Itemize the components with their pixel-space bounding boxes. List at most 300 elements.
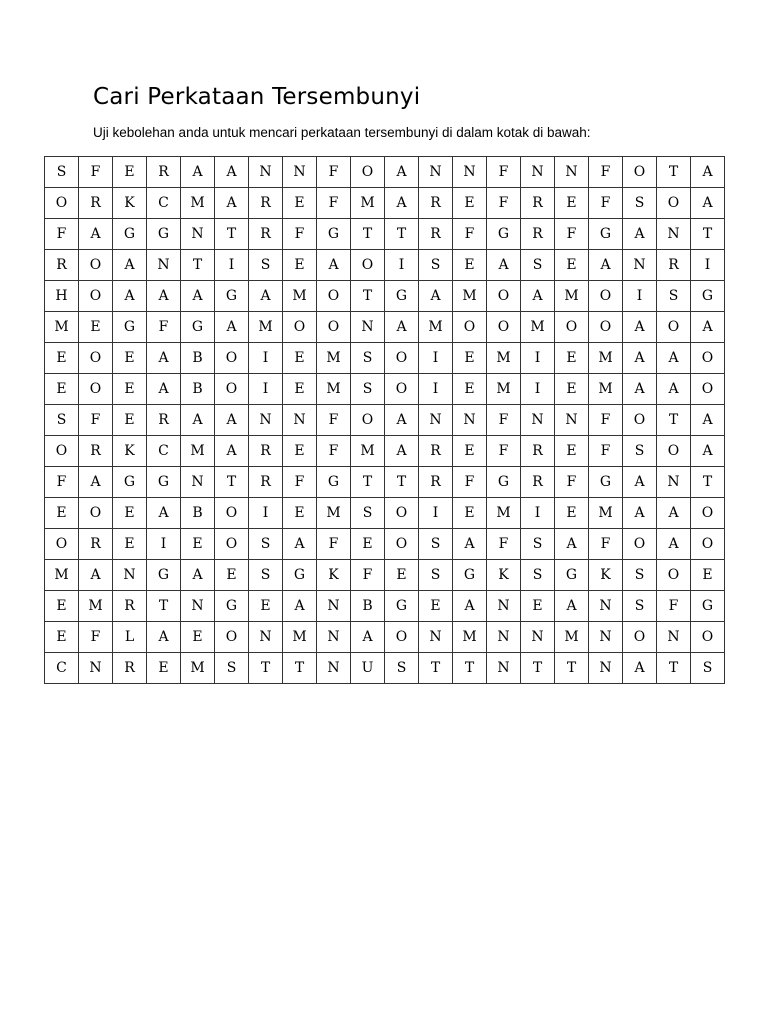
grid-cell[interactable]: R xyxy=(79,436,113,467)
grid-cell[interactable]: F xyxy=(317,529,351,560)
grid-cell[interactable]: A xyxy=(521,281,555,312)
grid-cell[interactable]: O xyxy=(45,529,79,560)
grid-cell[interactable]: F xyxy=(657,591,691,622)
grid-cell[interactable]: O xyxy=(657,560,691,591)
grid-cell[interactable]: O xyxy=(79,498,113,529)
grid-cell[interactable]: A xyxy=(181,560,215,591)
grid-cell[interactable]: A xyxy=(215,312,249,343)
grid-cell[interactable]: I xyxy=(521,374,555,405)
grid-cell[interactable]: A xyxy=(215,188,249,219)
grid-cell[interactable]: A xyxy=(691,157,725,188)
grid-cell[interactable]: F xyxy=(487,529,521,560)
grid-cell[interactable]: E xyxy=(113,529,147,560)
grid-cell[interactable]: N xyxy=(657,622,691,653)
grid-cell[interactable]: A xyxy=(147,498,181,529)
grid-cell[interactable]: M xyxy=(181,188,215,219)
grid-cell[interactable]: F xyxy=(351,560,385,591)
grid-cell[interactable]: T xyxy=(351,281,385,312)
grid-cell[interactable]: F xyxy=(487,188,521,219)
grid-cell[interactable]: F xyxy=(487,405,521,436)
grid-cell[interactable]: G xyxy=(691,591,725,622)
grid-cell[interactable]: U xyxy=(351,653,385,684)
grid-cell[interactable]: O xyxy=(45,436,79,467)
grid-cell[interactable]: M xyxy=(181,436,215,467)
grid-cell[interactable]: N xyxy=(657,219,691,250)
grid-cell[interactable]: A xyxy=(215,405,249,436)
grid-cell[interactable]: F xyxy=(589,188,623,219)
grid-cell[interactable]: T xyxy=(385,219,419,250)
grid-cell[interactable]: O xyxy=(45,188,79,219)
grid-cell[interactable]: F xyxy=(317,157,351,188)
grid-cell[interactable]: M xyxy=(555,281,589,312)
grid-cell[interactable]: R xyxy=(521,467,555,498)
grid-cell[interactable]: G xyxy=(215,591,249,622)
grid-cell[interactable]: A xyxy=(385,312,419,343)
grid-cell[interactable]: S xyxy=(419,560,453,591)
grid-cell[interactable]: I xyxy=(521,498,555,529)
grid-cell[interactable]: L xyxy=(113,622,147,653)
grid-cell[interactable]: A xyxy=(147,374,181,405)
grid-cell[interactable]: I xyxy=(419,343,453,374)
grid-cell[interactable]: E xyxy=(453,188,487,219)
grid-cell[interactable]: A xyxy=(691,312,725,343)
grid-cell[interactable]: N xyxy=(657,467,691,498)
grid-cell[interactable]: E xyxy=(113,374,147,405)
grid-cell[interactable]: G xyxy=(317,219,351,250)
grid-cell[interactable]: I xyxy=(249,343,283,374)
grid-cell[interactable]: M xyxy=(283,622,317,653)
grid-cell[interactable]: S xyxy=(419,250,453,281)
grid-cell[interactable]: N xyxy=(317,653,351,684)
grid-cell[interactable]: M xyxy=(351,436,385,467)
grid-cell[interactable]: N xyxy=(419,622,453,653)
grid-cell[interactable]: S xyxy=(623,591,657,622)
grid-cell[interactable]: O xyxy=(215,498,249,529)
grid-cell[interactable]: T xyxy=(657,653,691,684)
grid-cell[interactable]: M xyxy=(317,374,351,405)
grid-cell[interactable]: E xyxy=(521,591,555,622)
grid-cell[interactable]: G xyxy=(317,467,351,498)
grid-cell[interactable]: M xyxy=(181,653,215,684)
grid-cell[interactable]: S xyxy=(45,157,79,188)
grid-cell[interactable]: S xyxy=(623,560,657,591)
grid-cell[interactable]: R xyxy=(521,436,555,467)
grid-cell[interactable]: R xyxy=(419,188,453,219)
grid-cell[interactable]: S xyxy=(521,560,555,591)
grid-cell[interactable]: O xyxy=(385,343,419,374)
grid-cell[interactable]: S xyxy=(351,343,385,374)
grid-cell[interactable]: O xyxy=(623,157,657,188)
grid-cell[interactable]: R xyxy=(79,529,113,560)
grid-cell[interactable]: A xyxy=(623,653,657,684)
grid-cell[interactable]: F xyxy=(45,219,79,250)
grid-cell[interactable]: E xyxy=(555,343,589,374)
grid-cell[interactable]: R xyxy=(113,591,147,622)
grid-cell[interactable]: R xyxy=(419,436,453,467)
grid-cell[interactable]: E xyxy=(283,374,317,405)
grid-cell[interactable]: R xyxy=(419,467,453,498)
grid-cell[interactable]: N xyxy=(147,250,181,281)
grid-cell[interactable]: M xyxy=(487,498,521,529)
grid-cell[interactable]: S xyxy=(691,653,725,684)
grid-cell[interactable]: R xyxy=(113,653,147,684)
grid-cell[interactable]: N xyxy=(351,312,385,343)
grid-cell[interactable]: F xyxy=(79,157,113,188)
grid-cell[interactable]: O xyxy=(215,374,249,405)
grid-cell[interactable]: G xyxy=(113,312,147,343)
grid-cell[interactable]: A xyxy=(385,188,419,219)
grid-cell[interactable]: N xyxy=(317,591,351,622)
grid-cell[interactable]: R xyxy=(521,188,555,219)
grid-cell[interactable]: O xyxy=(555,312,589,343)
grid-cell[interactable]: N xyxy=(79,653,113,684)
grid-cell[interactable]: B xyxy=(351,591,385,622)
grid-cell[interactable]: O xyxy=(657,188,691,219)
grid-cell[interactable]: A xyxy=(657,343,691,374)
grid-cell[interactable]: O xyxy=(657,312,691,343)
grid-cell[interactable]: N xyxy=(453,405,487,436)
grid-cell[interactable]: A xyxy=(589,250,623,281)
grid-cell[interactable]: R xyxy=(147,405,181,436)
grid-cell[interactable]: G xyxy=(113,219,147,250)
grid-cell[interactable]: I xyxy=(249,498,283,529)
grid-cell[interactable]: O xyxy=(215,529,249,560)
grid-cell[interactable]: S xyxy=(249,529,283,560)
grid-cell[interactable]: S xyxy=(215,653,249,684)
grid-cell[interactable]: O xyxy=(385,498,419,529)
grid-cell[interactable]: E xyxy=(283,250,317,281)
grid-cell[interactable]: F xyxy=(589,529,623,560)
grid-cell[interactable]: T xyxy=(521,653,555,684)
grid-cell[interactable]: M xyxy=(521,312,555,343)
grid-cell[interactable]: C xyxy=(45,653,79,684)
grid-cell[interactable]: T xyxy=(691,219,725,250)
grid-cell[interactable]: O xyxy=(215,622,249,653)
grid-cell[interactable]: F xyxy=(487,157,521,188)
grid-cell[interactable]: O xyxy=(351,250,385,281)
grid-cell[interactable]: I xyxy=(249,374,283,405)
grid-cell[interactable]: E xyxy=(283,343,317,374)
grid-cell[interactable]: K xyxy=(487,560,521,591)
grid-cell[interactable]: T xyxy=(283,653,317,684)
grid-cell[interactable]: N xyxy=(181,591,215,622)
grid-cell[interactable]: A xyxy=(453,591,487,622)
grid-cell[interactable]: N xyxy=(181,467,215,498)
grid-cell[interactable]: A xyxy=(419,281,453,312)
grid-cell[interactable]: O xyxy=(589,312,623,343)
grid-cell[interactable]: O xyxy=(215,343,249,374)
grid-cell[interactable]: R xyxy=(249,436,283,467)
grid-cell[interactable]: S xyxy=(419,529,453,560)
grid-cell[interactable]: O xyxy=(317,281,351,312)
grid-cell[interactable]: O xyxy=(385,622,419,653)
grid-cell[interactable]: E xyxy=(419,591,453,622)
grid-cell[interactable]: F xyxy=(317,188,351,219)
grid-cell[interactable]: E xyxy=(283,436,317,467)
grid-cell[interactable]: O xyxy=(79,250,113,281)
grid-cell[interactable]: T xyxy=(215,219,249,250)
grid-cell[interactable]: T xyxy=(249,653,283,684)
grid-cell[interactable]: A xyxy=(181,157,215,188)
grid-cell[interactable]: A xyxy=(487,250,521,281)
grid-cell[interactable]: E xyxy=(113,498,147,529)
grid-cell[interactable]: A xyxy=(215,157,249,188)
grid-cell[interactable]: N xyxy=(487,622,521,653)
grid-cell[interactable]: R xyxy=(521,219,555,250)
grid-cell[interactable]: A xyxy=(555,591,589,622)
grid-cell[interactable]: G xyxy=(589,467,623,498)
grid-cell[interactable]: O xyxy=(691,529,725,560)
grid-cell[interactable]: O xyxy=(623,529,657,560)
grid-cell[interactable]: E xyxy=(453,343,487,374)
grid-cell[interactable]: R xyxy=(147,157,181,188)
grid-cell[interactable]: T xyxy=(555,653,589,684)
grid-cell[interactable]: E xyxy=(113,157,147,188)
grid-cell[interactable]: G xyxy=(487,219,521,250)
grid-cell[interactable]: A xyxy=(249,281,283,312)
grid-cell[interactable]: K xyxy=(589,560,623,591)
grid-cell[interactable]: N xyxy=(521,405,555,436)
grid-cell[interactable]: F xyxy=(79,622,113,653)
grid-cell[interactable]: S xyxy=(521,529,555,560)
grid-cell[interactable]: F xyxy=(283,467,317,498)
grid-cell[interactable]: O xyxy=(317,312,351,343)
grid-cell[interactable]: N xyxy=(521,622,555,653)
grid-cell[interactable]: A xyxy=(453,529,487,560)
grid-cell[interactable]: O xyxy=(691,374,725,405)
grid-cell[interactable]: F xyxy=(45,467,79,498)
grid-cell[interactable]: T xyxy=(147,591,181,622)
grid-cell[interactable]: M xyxy=(453,281,487,312)
grid-cell[interactable]: R xyxy=(249,467,283,498)
grid-cell[interactable]: S xyxy=(351,498,385,529)
grid-cell[interactable]: I xyxy=(419,374,453,405)
grid-cell[interactable]: O xyxy=(79,343,113,374)
grid-cell[interactable]: A xyxy=(317,250,351,281)
grid-cell[interactable]: I xyxy=(385,250,419,281)
grid-cell[interactable]: N xyxy=(249,405,283,436)
grid-cell[interactable]: N xyxy=(589,591,623,622)
grid-cell[interactable]: T xyxy=(419,653,453,684)
grid-cell[interactable]: O xyxy=(487,281,521,312)
grid-cell[interactable]: E xyxy=(45,591,79,622)
grid-cell[interactable]: F xyxy=(317,436,351,467)
grid-cell[interactable]: N xyxy=(283,157,317,188)
grid-cell[interactable]: F xyxy=(555,219,589,250)
grid-cell[interactable]: G xyxy=(147,560,181,591)
grid-cell[interactable]: E xyxy=(181,622,215,653)
grid-cell[interactable]: E xyxy=(453,374,487,405)
grid-cell[interactable]: M xyxy=(589,343,623,374)
grid-cell[interactable]: O xyxy=(385,529,419,560)
grid-cell[interactable]: R xyxy=(45,250,79,281)
grid-cell[interactable]: O xyxy=(623,622,657,653)
grid-cell[interactable]: E xyxy=(453,498,487,529)
grid-cell[interactable]: A xyxy=(691,436,725,467)
grid-cell[interactable]: F xyxy=(453,219,487,250)
grid-cell[interactable]: S xyxy=(351,374,385,405)
grid-cell[interactable]: O xyxy=(351,157,385,188)
grid-cell[interactable]: M xyxy=(79,591,113,622)
grid-cell[interactable]: A xyxy=(181,405,215,436)
grid-cell[interactable]: N xyxy=(487,653,521,684)
grid-cell[interactable]: A xyxy=(113,281,147,312)
grid-cell[interactable]: H xyxy=(45,281,79,312)
grid-cell[interactable]: R xyxy=(249,188,283,219)
grid-cell[interactable]: E xyxy=(555,374,589,405)
grid-cell[interactable]: S xyxy=(249,560,283,591)
grid-cell[interactable]: S xyxy=(249,250,283,281)
grid-cell[interactable]: A xyxy=(147,281,181,312)
grid-cell[interactable]: A xyxy=(385,157,419,188)
grid-cell[interactable]: O xyxy=(691,343,725,374)
grid-cell[interactable]: F xyxy=(555,467,589,498)
grid-cell[interactable]: E xyxy=(79,312,113,343)
grid-cell[interactable]: E xyxy=(113,405,147,436)
grid-cell[interactable]: N xyxy=(521,157,555,188)
grid-cell[interactable]: S xyxy=(623,188,657,219)
grid-cell[interactable]: O xyxy=(589,281,623,312)
grid-cell[interactable]: O xyxy=(79,281,113,312)
grid-cell[interactable]: A xyxy=(181,281,215,312)
grid-cell[interactable]: N xyxy=(113,560,147,591)
grid-cell[interactable]: I xyxy=(215,250,249,281)
grid-cell[interactable]: E xyxy=(453,250,487,281)
grid-cell[interactable]: E xyxy=(691,560,725,591)
grid-cell[interactable]: E xyxy=(453,436,487,467)
grid-cell[interactable]: M xyxy=(555,622,589,653)
grid-cell[interactable]: A xyxy=(385,405,419,436)
grid-cell[interactable]: N xyxy=(249,157,283,188)
grid-cell[interactable]: F xyxy=(589,436,623,467)
grid-cell[interactable]: F xyxy=(317,405,351,436)
grid-cell[interactable]: F xyxy=(589,405,623,436)
grid-cell[interactable]: C xyxy=(147,436,181,467)
grid-cell[interactable]: G xyxy=(215,281,249,312)
grid-cell[interactable]: R xyxy=(419,219,453,250)
grid-cell[interactable]: M xyxy=(453,622,487,653)
grid-cell[interactable]: O xyxy=(453,312,487,343)
grid-cell[interactable]: M xyxy=(45,312,79,343)
grid-cell[interactable]: G xyxy=(385,591,419,622)
grid-cell[interactable]: A xyxy=(657,529,691,560)
grid-cell[interactable]: N xyxy=(419,157,453,188)
grid-cell[interactable]: N xyxy=(453,157,487,188)
grid-cell[interactable]: O xyxy=(623,405,657,436)
grid-cell[interactable]: F xyxy=(453,467,487,498)
grid-cell[interactable]: A xyxy=(691,405,725,436)
grid-cell[interactable]: E xyxy=(283,188,317,219)
grid-cell[interactable]: N xyxy=(419,405,453,436)
grid-cell[interactable]: E xyxy=(385,560,419,591)
grid-cell[interactable]: E xyxy=(45,622,79,653)
grid-cell[interactable]: A xyxy=(657,374,691,405)
grid-cell[interactable]: M xyxy=(589,374,623,405)
grid-cell[interactable]: F xyxy=(589,157,623,188)
grid-cell[interactable]: O xyxy=(657,436,691,467)
grid-cell[interactable]: N xyxy=(181,219,215,250)
grid-cell[interactable]: O xyxy=(691,622,725,653)
grid-cell[interactable]: O xyxy=(351,405,385,436)
grid-cell[interactable]: G xyxy=(113,467,147,498)
grid-cell[interactable]: A xyxy=(623,498,657,529)
grid-cell[interactable]: G xyxy=(453,560,487,591)
grid-cell[interactable]: N xyxy=(249,622,283,653)
grid-cell[interactable]: M xyxy=(351,188,385,219)
grid-cell[interactable]: O xyxy=(79,374,113,405)
grid-cell[interactable]: E xyxy=(283,498,317,529)
grid-cell[interactable]: A xyxy=(623,219,657,250)
grid-cell[interactable]: M xyxy=(487,374,521,405)
grid-cell[interactable]: M xyxy=(283,281,317,312)
grid-cell[interactable]: G xyxy=(385,281,419,312)
grid-cell[interactable]: A xyxy=(215,436,249,467)
grid-cell[interactable]: A xyxy=(623,312,657,343)
grid-cell[interactable]: I xyxy=(147,529,181,560)
grid-cell[interactable]: G xyxy=(589,219,623,250)
grid-cell[interactable]: F xyxy=(147,312,181,343)
grid-cell[interactable]: M xyxy=(45,560,79,591)
grid-cell[interactable]: G xyxy=(181,312,215,343)
grid-cell[interactable]: T xyxy=(657,157,691,188)
grid-cell[interactable]: M xyxy=(317,498,351,529)
grid-cell[interactable]: T xyxy=(181,250,215,281)
grid-cell[interactable]: E xyxy=(147,653,181,684)
grid-cell[interactable]: A xyxy=(657,498,691,529)
grid-cell[interactable]: S xyxy=(385,653,419,684)
grid-cell[interactable]: R xyxy=(657,250,691,281)
grid-cell[interactable]: E xyxy=(351,529,385,560)
grid-cell[interactable]: G xyxy=(283,560,317,591)
grid-cell[interactable]: A xyxy=(147,622,181,653)
grid-cell[interactable]: E xyxy=(45,374,79,405)
grid-cell[interactable]: A xyxy=(283,529,317,560)
grid-cell[interactable]: A xyxy=(385,436,419,467)
grid-cell[interactable]: N xyxy=(283,405,317,436)
grid-cell[interactable]: F xyxy=(283,219,317,250)
grid-cell[interactable]: E xyxy=(181,529,215,560)
grid-cell[interactable]: O xyxy=(385,374,419,405)
grid-cell[interactable]: A xyxy=(283,591,317,622)
grid-cell[interactable]: O xyxy=(487,312,521,343)
grid-cell[interactable]: T xyxy=(215,467,249,498)
grid-cell[interactable]: M xyxy=(589,498,623,529)
grid-cell[interactable]: K xyxy=(317,560,351,591)
grid-cell[interactable]: M xyxy=(317,343,351,374)
grid-cell[interactable]: F xyxy=(79,405,113,436)
grid-cell[interactable]: T xyxy=(657,405,691,436)
grid-cell[interactable]: A xyxy=(351,622,385,653)
grid-cell[interactable]: E xyxy=(555,250,589,281)
grid-cell[interactable]: G xyxy=(555,560,589,591)
grid-cell[interactable]: A xyxy=(555,529,589,560)
grid-cell[interactable]: N xyxy=(589,653,623,684)
grid-cell[interactable]: A xyxy=(623,343,657,374)
grid-cell[interactable]: M xyxy=(419,312,453,343)
grid-cell[interactable]: A xyxy=(79,467,113,498)
grid-cell[interactable]: T xyxy=(691,467,725,498)
grid-cell[interactable]: I xyxy=(623,281,657,312)
grid-cell[interactable]: T xyxy=(385,467,419,498)
grid-cell[interactable]: F xyxy=(487,436,521,467)
grid-cell[interactable]: M xyxy=(249,312,283,343)
grid-cell[interactable]: E xyxy=(45,343,79,374)
grid-cell[interactable]: A xyxy=(147,343,181,374)
grid-cell[interactable]: M xyxy=(487,343,521,374)
grid-cell[interactable]: B xyxy=(181,498,215,529)
grid-cell[interactable]: N xyxy=(623,250,657,281)
grid-cell[interactable]: T xyxy=(351,467,385,498)
